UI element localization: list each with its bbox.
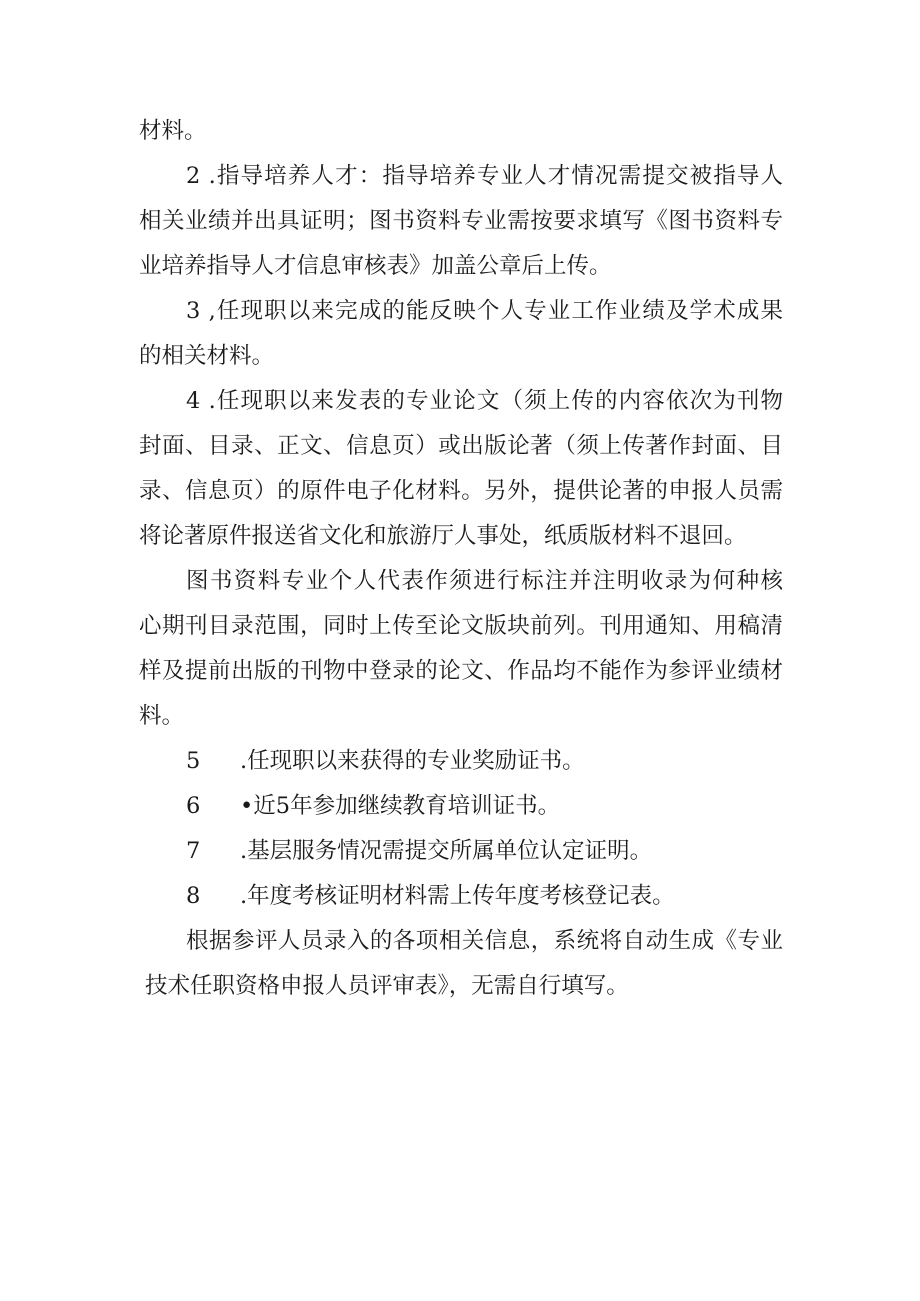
- item3-line-2: 的相关材料。: [139, 343, 275, 369]
- item6-number: 6: [186, 793, 201, 819]
- closing-line-1: 根据参评人员录入的各项相关信息，系统将自动生成《专业: [186, 928, 783, 954]
- continuation-text: 材料。: [139, 118, 207, 144]
- closing-line-2: 技术任职资格申报人员评审表》，无需自行填写。: [145, 973, 629, 999]
- note-line-3: 样及提前出版的刊物中登录的论文、作品均不能作为参评业绩材: [139, 658, 783, 684]
- item7-text: .基层服务情况需提交所属单位认定证明。: [240, 838, 653, 864]
- item4-line-3: 录、信息页）的原件电子化材料。另外，提供论著的申报人员需: [139, 478, 783, 504]
- note-line-2: 心期刊目录范围，同时上传至论文版块前列。刊用通知、用稿清: [139, 613, 783, 639]
- item4-line-2: 封面、目录、正文、信息页）或出版论著（须上传著作封面、目: [139, 433, 783, 459]
- item4-line-1: 4 .任现职以来发表的专业论文（须上传的内容依次为刊物: [186, 388, 783, 414]
- item8-number: 8: [186, 883, 201, 909]
- item2-line-1: 2 .指导培养人才：指导培养专业人才情况需提交被指导人: [186, 163, 783, 189]
- item5-number: 5: [186, 748, 201, 774]
- item7-number: 7: [186, 838, 201, 864]
- note-line-4: 料。: [139, 703, 185, 729]
- item8-text: .年度考核证明材料需上传年度考核登记表。: [240, 883, 675, 909]
- item4-line-4: 将论著原件报送省文化和旅游厅人事处，纸质版材料不退回。: [139, 523, 747, 549]
- note-line-1: 图书资料专业个人代表作须进行标注并注明收录为何种核: [186, 568, 783, 594]
- item2-line-2: 相关业绩并出具证明；图书资料专业需按要求填写《图书资料专: [139, 208, 783, 234]
- item6-text: •近5年参加继续教育培训证书。: [240, 793, 561, 819]
- item2-line-3: 业培养指导人才信息审核表》加盖公章后上传。: [139, 253, 612, 279]
- item3-line-1: 3 ,任现职以来完成的能反映个人专业工作业绩及学术成果: [186, 298, 783, 324]
- item5-text: .任现职以来获得的专业奖励证书。: [240, 748, 585, 774]
